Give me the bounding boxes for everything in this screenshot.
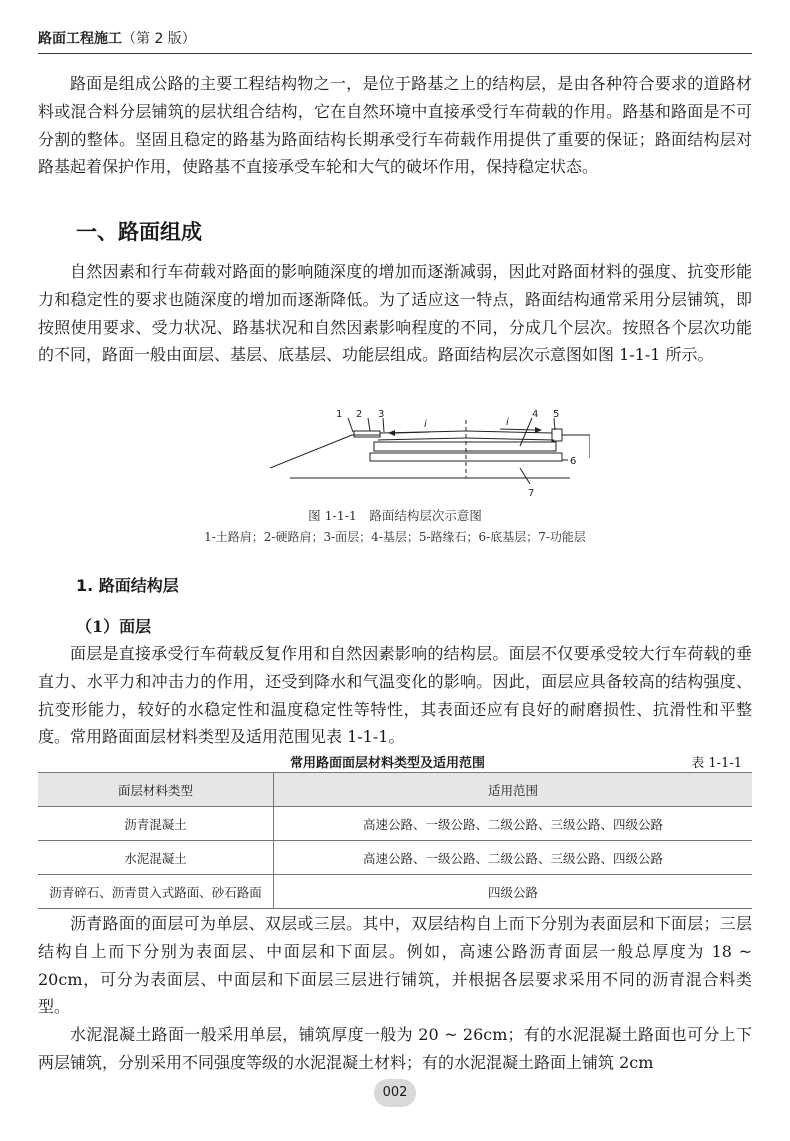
base-layer (374, 442, 556, 451)
table-cell: 高速公路、一级公路、二级公路、三级公路、四级公路 (274, 841, 752, 875)
leader-1 (348, 418, 353, 432)
table-cell: 高速公路、一级公路、二级公路、三级公路、四级公路 (274, 807, 752, 841)
surface-layer-bottom-right (466, 438, 554, 440)
paragraph-composition: 自然因素和行车荷载对路面的影响随深度的增加而逐渐减弱，因此对路面材料的强度、抗变形能力和稳定性的要求也随深度的增加而逐渐降低。为了适应这一特点，路面结构通常采用分层铺筑，即按照使用要求、受力状况、路基状况和自然因素影响程度的不同，分成几个层次。按照各个层次功能的不同，路面一般由面层、基层、底基层、功能层组成。路面结构层次示意图如图 1-1-1 所示。 (38, 262, 752, 365)
label-1: 1 (336, 409, 343, 420)
paragraph-asphalt: 沥青路面的面层可为单层、双层或三层。其中，双层结构自上而下分别为表面层和下面层；三层结构自上而下分别为表面层、中面层和下面层。例如，高速公路沥青面层一般总厚度为 18 ~ 20cm，可分为表面层、中面层和下面层三层进行铺筑，并根据各层要求采用不同的沥青混合料类型。 (38, 914, 752, 1017)
table-header-cell: 适用范围 (274, 773, 752, 807)
label-4: 4 (532, 409, 539, 420)
paragraph-intro: 路面是组成公路的主要工程结构物之一，是位于路基之上的结构层，是由各种符合要求的道路材料或混合料分层铺筑的层状组合结构，它在自然环境中直接承受行车荷载的作用。路基和路面是不可分割的整体。坚固且稳定的路基为路面结构长期承受行车荷载作用提供了重要的保证；路面结构层对路基起着保护作用，使路基不直接承受车轮和大气的破坏作用，保持稳定状态。 (38, 74, 752, 177)
slope-arrow-right (500, 429, 535, 430)
table-cell: 四级公路 (274, 875, 752, 909)
table-row (38, 875, 752, 909)
paragraph-surface-layer: 面层是直接承受行车荷载反复作用和自然因素影响的结构层。面层不仅要承受较大行车荷载的垂直力、水平力和冲击力的作用，还受到降水和气温变化的影响。因此，面层应具备较高的结构强度、抗变形能力，较好的水稳定性和温度稳定性等特性，其表面还应有良好的耐磨损性、抗滑性和平整度。常用路面面层材料类型及适用范围见表 1-1-1。 (38, 644, 752, 747)
running-header (38, 28, 752, 54)
pavement-diagram (270, 408, 590, 500)
section-heading: 一、路面组成 (76, 220, 202, 244)
table-cell: 沥青混凝土 (38, 807, 274, 841)
pavement-structure-figure (270, 408, 590, 504)
leader-2 (368, 418, 370, 431)
book-title: 路面工程施工 (38, 31, 122, 47)
page-number: 002 (374, 1079, 416, 1107)
table-row (38, 807, 752, 841)
slope-label-right: i (506, 417, 509, 428)
figure-caption: 图 1-1-1 路面结构层次示意图 (308, 508, 482, 523)
arrow-head-left (388, 430, 395, 436)
slope-label-left: i (424, 419, 427, 430)
label-3: 3 (378, 409, 385, 420)
subsubsection-heading: （1）面层 (76, 617, 152, 636)
table-cell: 沥青碎石、沥青贯入式路面、砂石路面 (38, 875, 274, 909)
table-row (38, 841, 752, 875)
table-header-cell: 面层材料类型 (38, 773, 274, 807)
surface-layer-top-right (466, 431, 552, 433)
paragraph-cement: 水泥混凝土路面一般采用单层，铺筑厚度一般为 20 ~ 26cm；有的水泥混凝土路面也可分上下两层铺筑，分别采用不同强度等级的水泥混凝土材料；有的水泥混凝土路面上铺筑 2cm (38, 1025, 752, 1072)
arrow-head-right (535, 427, 542, 433)
label-6: 6 (570, 456, 577, 467)
material-table (38, 772, 752, 909)
left-embankment-slope (270, 435, 352, 468)
leader-3 (383, 418, 384, 432)
leader-7 (520, 468, 530, 484)
table-cell: 水泥混凝土 (38, 841, 274, 875)
subsection-heading: 1. 路面结构层 (76, 576, 179, 595)
label-2: 2 (356, 409, 363, 420)
table-header-row (38, 773, 752, 807)
table-title: 常用路面面层材料类型及适用范围 (290, 756, 486, 771)
figure-legend: 1-土路肩；2-硬路肩；3-面层；4-基层；5-路缘石；6-底基层；7-功能层 (204, 530, 586, 544)
surface-layer-bottom-left (378, 438, 466, 440)
label-7: 7 (528, 488, 535, 499)
curb-right (552, 429, 562, 441)
curb-left (354, 431, 380, 437)
label-5: 5 (553, 409, 560, 420)
table-number: 表 1-1-1 (691, 756, 742, 771)
book-edition: （第 2 版） (122, 31, 196, 47)
